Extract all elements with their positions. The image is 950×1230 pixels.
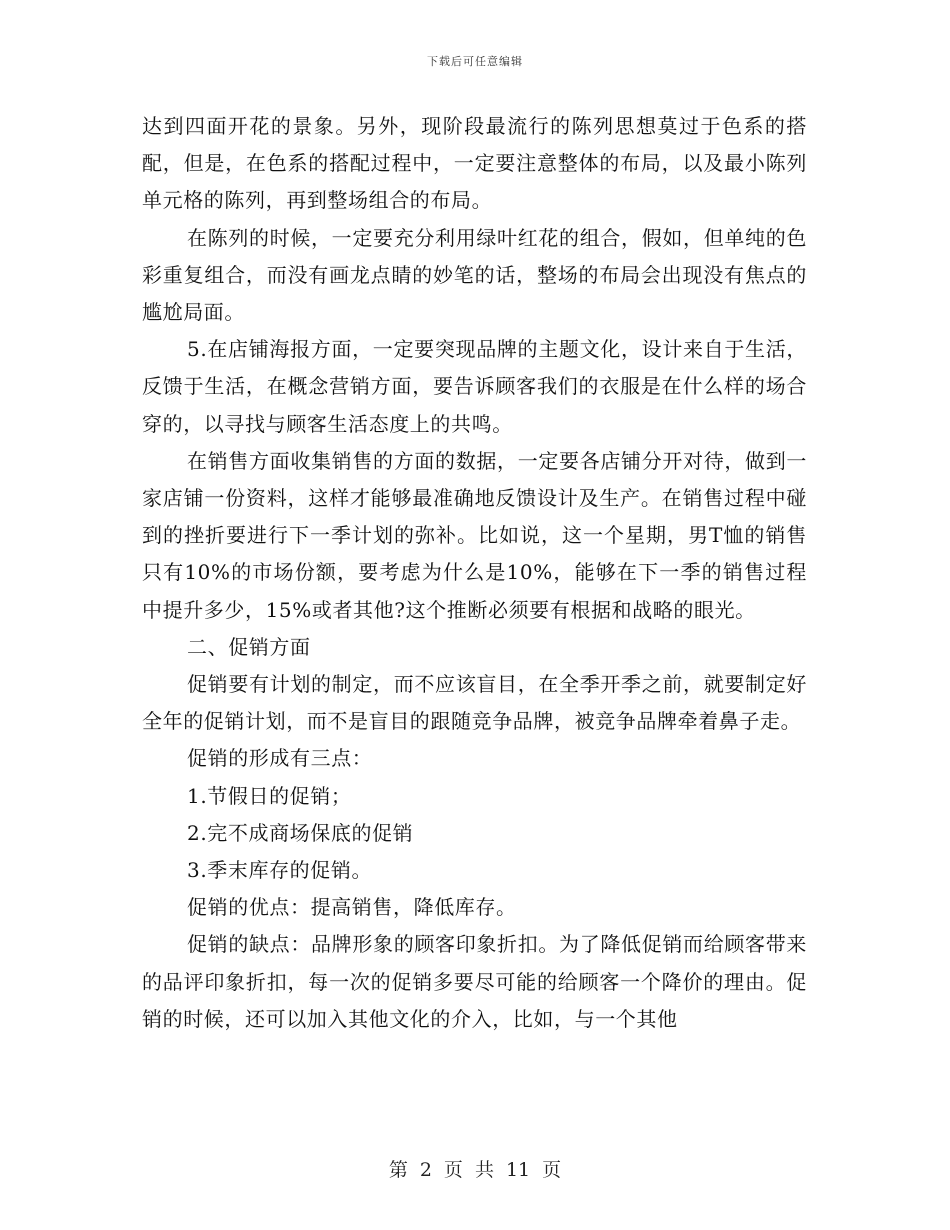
list-item-2: 2.完不成商场保底的促销 [187,820,414,845]
list-item-3: 3.季末库存的促销。 [187,858,373,883]
footer-suffix: 页 [542,1159,562,1181]
page-header: 下载后可任意编辑 [427,55,523,68]
paragraph-6: 促销要有计划的制定，而不应该盲目，在全季开季之前，就要制定好全年的促销计划，而不是盲目的跟随竞争品牌，被竞争品牌牵着鼻子走。 [142,672,807,734]
page-footer [0,1155,950,1182]
footer-middle: 页 共 [443,1159,494,1181]
list-item-1: 1.节假日的促销； [187,783,352,808]
paragraph-11: 促销的优点：提高销售，降低库存。 [187,895,517,920]
paragraph-12: 促销的缺点：品牌形象的顾客印象折扣。为了降低促销而给顾客带来的品评印象折扣，每一次的促销多要尽可能的给顾客一个降价的理由。促销的时候，还可以加入其他文化的介入，比如，与一个其他 [142,932,807,1031]
paragraph-4: 在销售方面收集销售的方面的数据，一定要各店铺分开对待，做到一家店铺一份资料，这样才能够最准确地反馈设计及生产。在销售过程中碰到的挫折要进行下一季计划的弥补。比如说，这一个星期，男T恤的销售只有10%的市场份额，要考虑为什么是10%，能够在下一季的销售过程中提升多少，15%或者其他?这个推断必须要有根据和战略的眼光。 [142,448,807,622]
footer-total-pages: 11 [505,1159,531,1181]
paragraph-2: 在陈列的时候，一定要充分利用绿叶红花的组合，假如，但单纯的色彩重复组合，而没有画龙点睛的妙笔的话，整场的布局会出现没有焦点的尴尬局面。 [142,225,807,325]
section-heading-promotion: 二、促销方面 [187,634,311,659]
footer-current-page: 2 [419,1159,432,1181]
paragraph-3: 5.在店铺海报方面，一定要突现品牌的主题文化，设计来自于生活，反馈于生活，在概念营销方面，要告诉顾客我们的衣服是在什么样的场合穿的，以寻找与顾客生活态度上的共鸣。 [142,337,807,436]
paragraph-1: 达到四面开花的景象。另外，现阶段最流行的陈列思想莫过于色系的搭配，但是，在色系的搭配过程中，一定要注意整体的布局，以及最小陈列单元格的陈列，再到整场组合的布局。 [142,114,807,213]
paragraph-7: 促销的形成有三点： [187,746,373,771]
document-body [142,108,807,1038]
footer-prefix: 第 [388,1159,408,1181]
